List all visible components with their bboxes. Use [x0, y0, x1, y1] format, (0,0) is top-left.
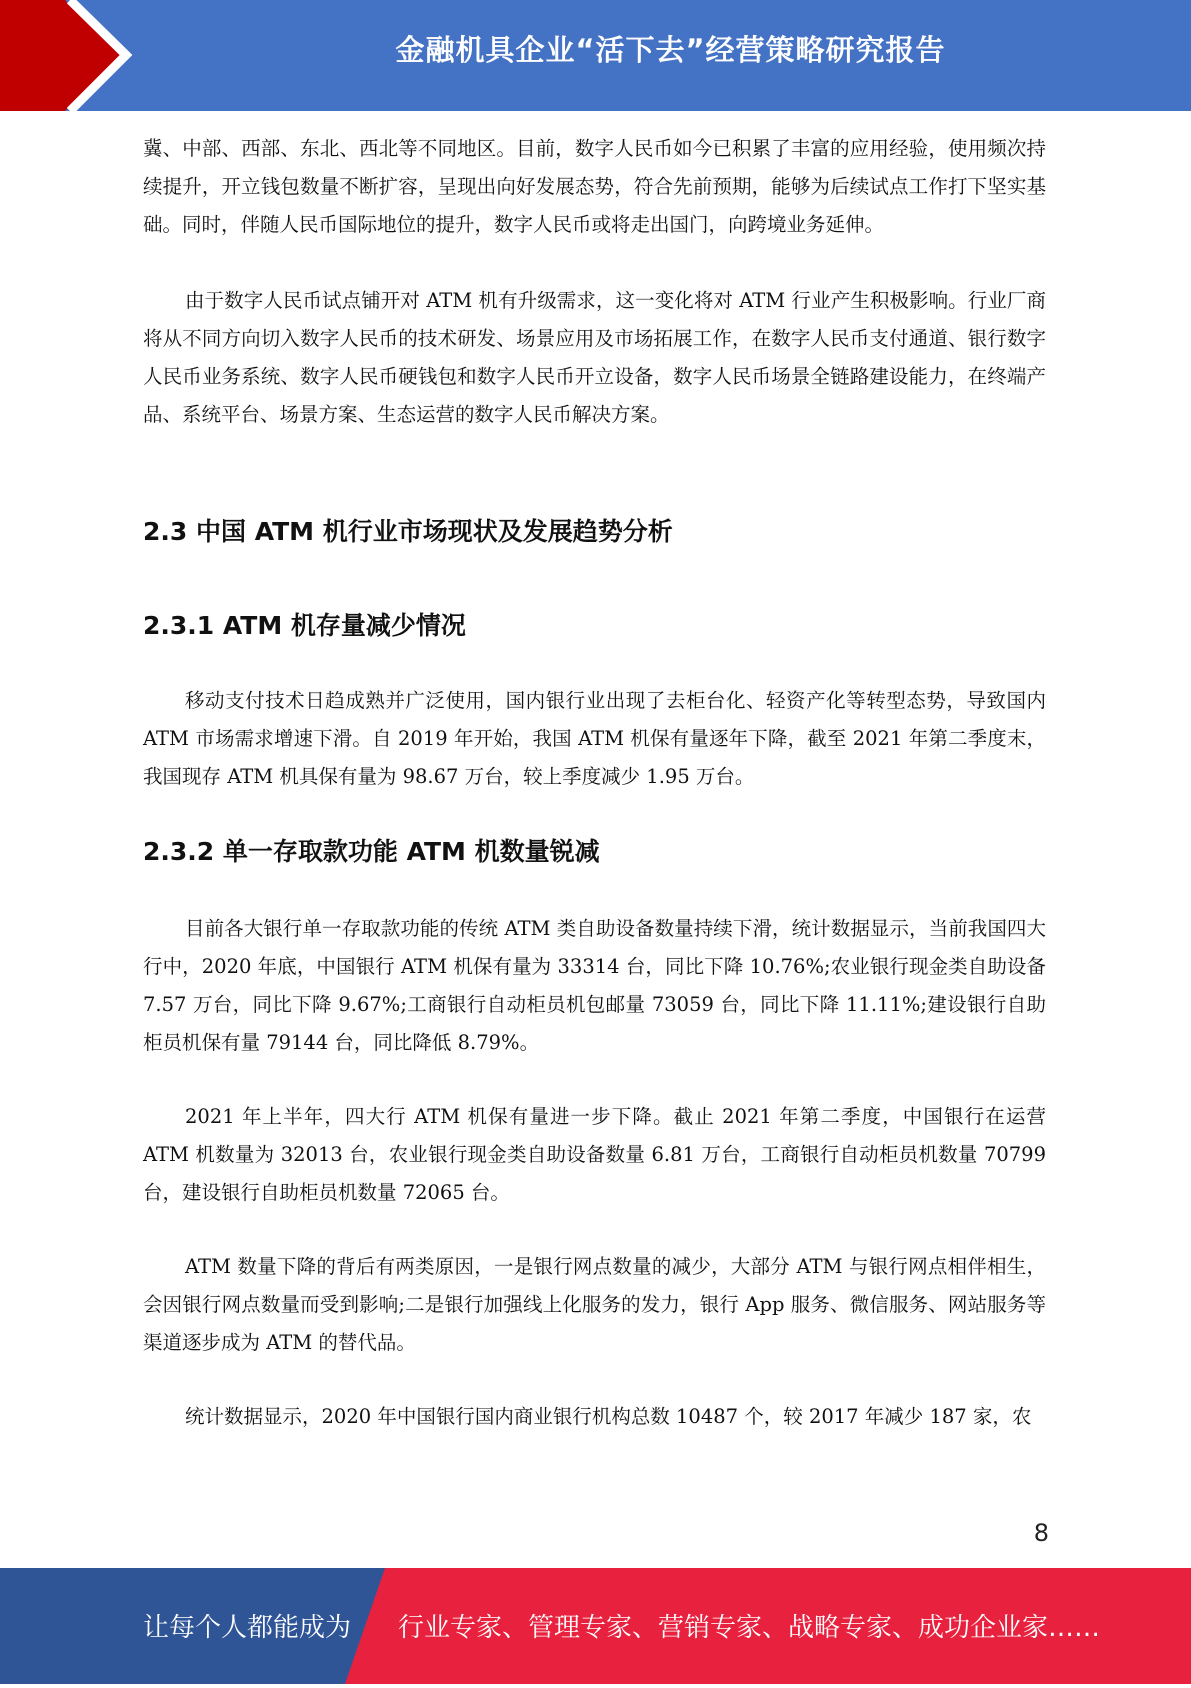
page-header [0, 0, 1191, 111]
footer-slogan-right: 行业专家、管理专家、营销专家、战略专家、成功企业家…… [398, 1613, 1101, 1643]
header-arrow-icon [0, 0, 160, 111]
paragraph-1: 冀、中部、西部、东北、西北等不同地区。目前，数字人民币如今已积累了丰富的应用经验，使用频次持续提升，开立钱包数量不断扩容，呈现出向好发展态势，符合先前预期，能够为后续试点工作打下坚实基础。同时，伴随人民币国际地位的提升，数字人民币或将走出国门，向跨境业务延伸。 [143, 137, 1046, 236]
page-number: 8 [1033, 1519, 1049, 1547]
paragraph-5: 2021 年上半年，四大行 ATM 机保有量进一步下降。截止 2021 年第二季度，中国银行在运营 ATM 机数量为 32013 台，农业银行现金类自助设备数量 6.81 万台，工商银行自动柜员机数量 70799 台，建设银行自助柜员机数量 72065 台。 [143, 1105, 1046, 1204]
section-heading-2-3: 2.3 中国 ATM 机行业市场现状及发展趋势分析 [143, 517, 673, 546]
paragraph-6: ATM 数量下降的背后有两类原因，一是银行网点数量的减少，大部分 ATM 与银行网点相伴相生，会因银行网点数量而受到影响;二是银行加强线上化服务的发力，银行 App 服务、微信服务、网站服务等渠道逐步成为 ATM 的替代品。 [143, 1255, 1046, 1354]
paragraph-3: 移动支付技术日趋成熟并广泛使用，国内银行业出现了去柜台化、轻资产化等转型态势，导致国内 ATM 市场需求增速下滑。自 2019 年开始，我国 ATM 机保有量逐年下降，截至 2021 年第二季度末，我国现存 ATM 机具保有量为 98.67 万台，较上季度减少 1.95 万台。 [143, 689, 1046, 788]
section-heading-2-3-2: 2.3.2 单一存取款功能 ATM 机数量锐减 [143, 837, 600, 866]
header-title: 金融机具企业“活下去”经营策略研究报告 [395, 33, 946, 67]
footer-slogan-left: 让每个人都能成为 [143, 1613, 352, 1643]
paragraph-4: 目前各大银行单一存取款功能的传统 ATM 类自助设备数量持续下滑，统计数据显示，当前我国四大行中，2020 年底，中国银行 ATM 机保有量为 33314 台，同比下降 10.76%;农业银行现金类自助设备 7.57 万台，同比下降 9.67%;工商银行自动柜员机包邮量 73059 台，同比下降 11.11%;建设银行自助柜员机保有量 79144 台，同比降低 8.79%。 [143, 917, 1046, 1054]
section-heading-2-3-1: 2.3.1 ATM 机存量减少情况 [143, 611, 466, 640]
document-body [143, 130, 1046, 1436]
paragraph-7: 统计数据显示，2020 年中国银行国内商业银行机构总数 10487 个，较 2017 年减少 187 家，农 [185, 1405, 1032, 1428]
paragraph-2: 由于数字人民币试点铺开对 ATM 机有升级需求，这一变化将对 ATM 行业产生积极影响。行业厂商将从不同方向切入数字人民币的技术研发、场景应用及市场拓展工作，在数字人民币支付通道、银行数字人民币业务系统、数字人民币硬钱包和数字人民币开立设备，数字人民币场景全链路建设能力，在终端产品、系统平台、场景方案、生态运营的数字人民币解决方案。 [143, 289, 1046, 426]
page-footer [0, 1568, 1191, 1684]
